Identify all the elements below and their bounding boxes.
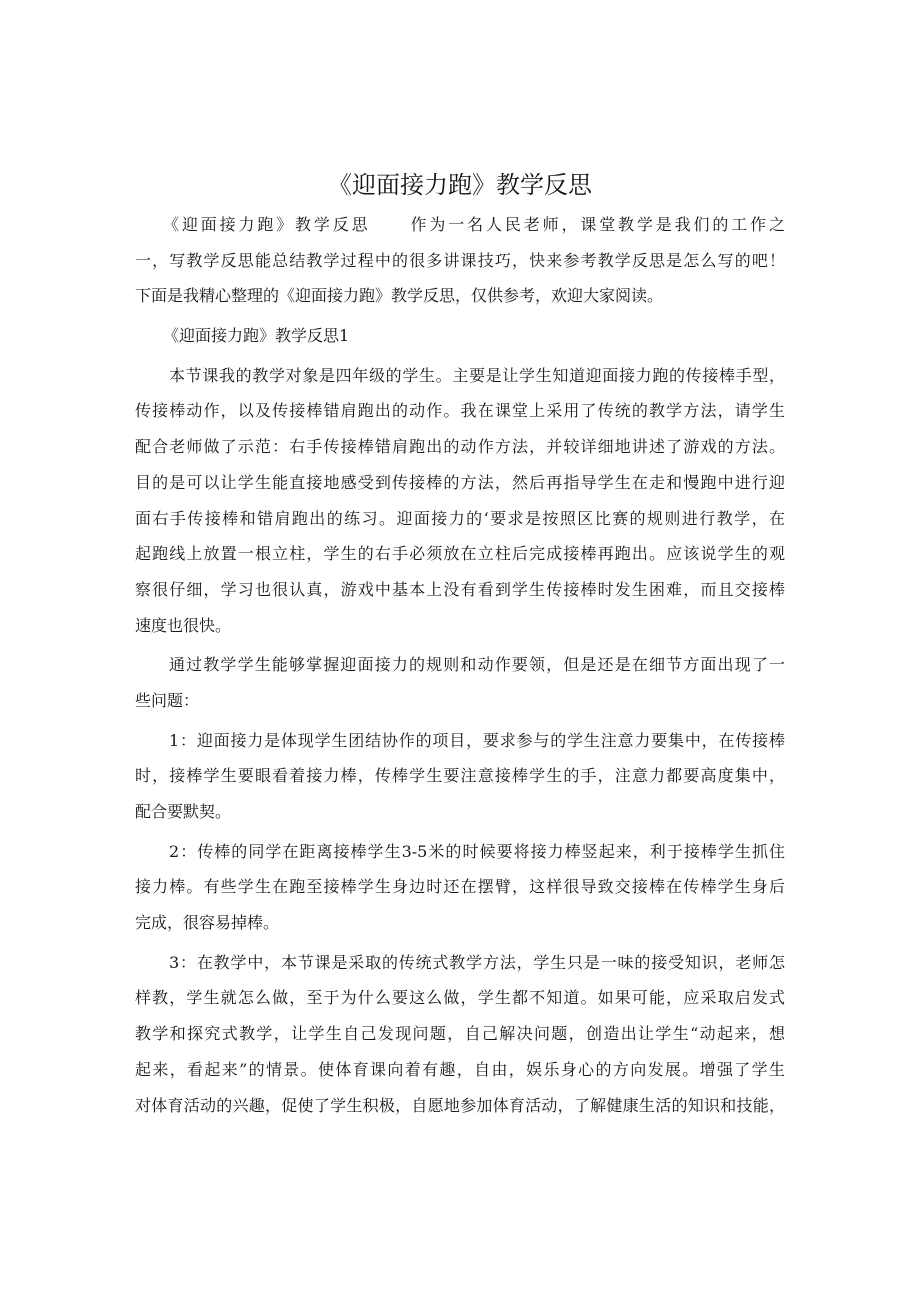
paragraph-line: 目的是可以让学生能直接地感受到传接棒的方法，然后再指导学生在走和慢跑中进行迎 [135, 472, 785, 492]
paragraph-line: 3：在教学中，本节课是采取的传统式教学方法，学生只是一味的接受知识，老师怎 [169, 952, 785, 972]
paragraph-line: 样教，学生就怎么做，至于为什么要这么做，学生都不知道。如果可能，应采取启发式 [135, 988, 785, 1008]
paragraph-line: 完成，很容易掉棒。 [135, 913, 280, 933]
paragraph-line: 起跑线上放置一根立柱，学生的右手必须放在立柱后完成接棒再跑出。应该说学生的观 [135, 544, 785, 564]
paragraph-line: 通过教学学生能够掌握迎面接力的规则和动作要领，但是还是在细节方面出现了一 [169, 655, 785, 675]
paragraph-line: 一，写教学反思能总结教学过程中的很多讲课技巧，快来参考教学反思是怎么写的吧！ [135, 250, 785, 270]
intro-text: 作为一名人民老师，课堂教学是我们的工作之 [410, 215, 785, 234]
paragraph-line: 配合老师做了示范：右手传接棒错肩跑出的动作方法，并较详细地讲述了游戏的方法。 [135, 437, 785, 457]
paragraph [135, 647, 785, 718]
paragraph-line: 接力棒。有些学生在跑至接棒学生身边时还在摆臂，这样很导致交接棒在传棒学生身后 [135, 877, 785, 897]
intro-paragraph [135, 207, 785, 314]
paragraph [135, 834, 785, 941]
paragraph-line [135, 207, 785, 243]
paragraph-line: 下面是我精心整理的《迎面接力跑》教学反思，仅供参考，欢迎大家阅读。 [135, 286, 664, 306]
paragraph-line: 本节课我的教学对象是四年级的学生。主要是让学生知道迎面接力跑的传接棒手型， [169, 365, 785, 385]
section-heading: 《迎面接力跑》教学反思1 [163, 326, 350, 346]
paragraph-line: 速度也很快。 [135, 615, 232, 635]
paragraph-line: 起来，看起来”的情景。使体育课向着有趣，自由，娱乐身心的方向发展。增强了学生 [135, 1059, 785, 1079]
paragraph [135, 723, 785, 830]
paragraph-line: 教学和探究式教学，让学生自己发现问题，自己解决问题，创造出让学生“动起来，想 [135, 1024, 785, 1044]
intro-heading: 《迎面接力跑》教学反思 [163, 215, 371, 234]
document-title: 《迎面接力跑》教学反思 [328, 171, 592, 199]
paragraph-line: 传接棒动作，以及传接棒错肩跑出的动作。我在课堂上采用了传统的教学方法，请学生 [135, 401, 785, 421]
paragraph [135, 358, 785, 644]
paragraph-line: 2：传棒的同学在距离接棒学生3-5米的时候要将接力棒竖起来，利于接棒学生抓住 [169, 841, 785, 861]
paragraph [135, 945, 785, 1123]
paragraph-line: 对体育活动的兴趣，促使了学生积极，自愿地参加体育活动，了解健康生活的知识和技能， [135, 1095, 785, 1115]
paragraph-line: 面右手传接棒和错肩跑出的练习。迎面接力的‘要求是按照区比赛的规则进行教学，在 [135, 508, 785, 528]
paragraph-line: 时，接棒学生要眼看着接力棒，传棒学生要注意接棒学生的手，注意力都要高度集中， [135, 766, 785, 786]
paragraph-line: 配合要默契。 [135, 802, 232, 821]
section-heading-paragraph [135, 318, 785, 354]
paragraph-line: 察很仔细，学习也很认真，游戏中基本上没有看到学生传接棒时发生困难，而且交接棒 [135, 579, 785, 599]
paragraph-line: 些问题： [135, 690, 200, 710]
paragraph-line: 1：迎面接力是体现学生团结协作的项目，要求参与的学生注意力要集中，在传接棒 [169, 730, 785, 750]
document-body [135, 207, 785, 1127]
